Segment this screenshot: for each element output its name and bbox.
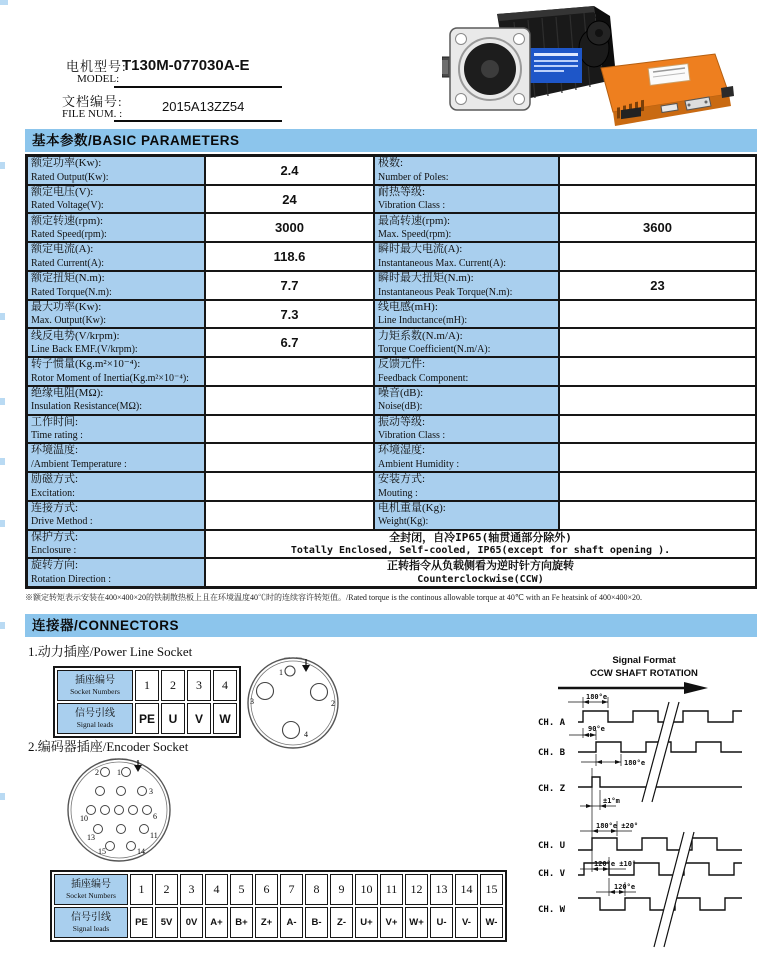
- signal-title-line1: Signal Format: [612, 655, 676, 666]
- scan-artifact: [0, 520, 5, 527]
- param-label: 额定功率(Kw): Rated Output(Kw):: [27, 156, 205, 185]
- socket-cell: B+: [230, 907, 253, 938]
- socket-cell: 1: [130, 874, 153, 905]
- waveform-ch-z: [578, 777, 742, 787]
- param-label: 耐热等级: Vibration Class :: [374, 185, 559, 214]
- power-pin-4: [283, 722, 300, 739]
- param-value: 3600: [559, 213, 756, 242]
- channel-z-label: CH. Z: [538, 784, 566, 794]
- driver-port: [721, 86, 734, 98]
- socket-cell: 8: [305, 874, 328, 905]
- waveform-ch-u: [578, 838, 742, 850]
- socket-cell: A-: [280, 907, 303, 938]
- socket-cell: V-: [455, 907, 478, 938]
- param-label: 瞬时最大电流(A): Instantaneous Max. Current(A):: [374, 242, 559, 271]
- param-value: [559, 415, 756, 444]
- file-num-label-cn: 文档编号:: [62, 94, 123, 109]
- param-label: 额定电流(A): Rated Current(A):: [27, 242, 205, 271]
- socket-cell: 12: [405, 874, 428, 905]
- rated-torque-footnote: ※额定转矩表示安装在400×400×20的铁制散热板上且在环境温度40℃时的连续容许转矩值。/Rated torque is the continous allowable torque at 40℃ with an Fe heatsink of 400×400×20.: [25, 593, 642, 602]
- socket-cell: 2: [161, 670, 185, 701]
- param-label: 额定转速(rpm): Rated Speed(rpm):: [27, 213, 205, 242]
- param-value: [559, 156, 756, 185]
- model-label-en: MODEL:: [77, 73, 120, 85]
- dim-b-180e: 180°e: [624, 759, 646, 767]
- param-label: 环境湿度: Ambient Humidity :: [374, 443, 559, 472]
- socket-cell: 2: [155, 874, 178, 905]
- param-value: [205, 472, 374, 501]
- channel-w-label: CH. W: [538, 905, 566, 915]
- param-value: [205, 501, 374, 530]
- param-label: 最大功率(Kw): Max. Output(Kw):: [27, 300, 205, 329]
- socket-table-header: 插座编号 Socket Numbers: [57, 670, 133, 701]
- encoder-pin: [101, 768, 110, 777]
- encoder-pin-13-label: 13: [87, 833, 95, 842]
- param-value: 118.6: [205, 242, 374, 271]
- power-pin-4-label: 4: [304, 730, 308, 739]
- socket-cell: 11: [380, 874, 403, 905]
- socket-cell: W-: [480, 907, 503, 938]
- param-value: [205, 443, 374, 472]
- file-num-underline: [114, 100, 282, 122]
- param-label: 连接方式: Drive Method :: [27, 501, 205, 530]
- param-value: [559, 501, 756, 530]
- param-label: 线电感(mH): Line Inductance(mH):: [374, 300, 559, 329]
- dim-a-180e: 180°e: [586, 693, 608, 701]
- param-label: 电机重量(Kg): Weight(Kg):: [374, 501, 559, 530]
- param-label: 绝缘电阻(MΩ): Insulation Resistance(MΩ):: [27, 386, 205, 415]
- power-pin-2: [311, 684, 328, 701]
- param-value: [559, 242, 756, 271]
- param-label: 额定扭矩(N.m): Rated Torque(N.m):: [27, 271, 205, 300]
- power-pin-3-label: 3: [250, 697, 254, 706]
- scan-artifact: [0, 162, 5, 169]
- param-label: 最高转速(rpm): Max. Speed(rpm):: [374, 213, 559, 242]
- param-label: 振动等级: Vibration Class :: [374, 415, 559, 444]
- param-label: 极数: Number of Poles:: [374, 156, 559, 185]
- scan-artifact: [0, 0, 8, 5]
- param-value: [205, 357, 374, 386]
- socket-cell: U+: [355, 907, 378, 938]
- socket-cell: 3: [180, 874, 203, 905]
- file-num-label-en: FILE NUM. :: [62, 108, 123, 120]
- dim-b-90e: 90°e: [588, 725, 605, 733]
- encoder-connector-diagram: [58, 754, 184, 867]
- section-connectors: 连接器/CONNECTORS: [25, 614, 757, 637]
- basic-parameters-table: [25, 154, 757, 589]
- encoder-pin-1-label: 1: [117, 768, 121, 777]
- signal-title-line2: CCW SHAFT ROTATION: [590, 668, 698, 679]
- socket-cell: V+: [380, 907, 403, 938]
- socket-table-header: 信号引线 Signal leads: [57, 703, 133, 734]
- power-socket-table: [53, 666, 241, 738]
- power-connector-diagram: [240, 653, 346, 752]
- encoder-pin-10-label: 10: [80, 814, 88, 823]
- socket-cell: 1: [135, 670, 159, 701]
- socket-cell: 4: [213, 670, 237, 701]
- socket-cell: 15: [480, 874, 503, 905]
- scan-artifact: [0, 313, 5, 320]
- encoder-pin-14-label: 14: [137, 847, 145, 856]
- socket-cell: U-: [430, 907, 453, 938]
- dim-u-180e: 180°e ±20°: [596, 822, 639, 830]
- signal-format-diagram: [536, 650, 757, 957]
- socket-table-header: 信号引线 Signal leads: [54, 907, 128, 938]
- param-value: [559, 328, 756, 357]
- dim-w-120e: 120°e: [614, 883, 636, 891]
- param-value: [559, 300, 756, 329]
- param-label: 工作时间: Time rating :: [27, 415, 205, 444]
- socket-cell: 10: [355, 874, 378, 905]
- socket-cell: 7: [280, 874, 303, 905]
- param-span-value: 正转指令从负载侧看为逆时针方向旋转 Counterclockwise(CCW): [205, 558, 756, 587]
- param-label: 噪音(dB): Noise(dB):: [374, 386, 559, 415]
- param-label: 励磁方式: Excitation:: [27, 472, 205, 501]
- scan-artifact: [0, 622, 5, 629]
- param-label: 线反电势(V/krpm): Line Back EMF.(V/krpm):: [27, 328, 205, 357]
- socket-cell: 0V: [180, 907, 203, 938]
- power-pin-3: [257, 683, 274, 700]
- channel-u-label: CH. U: [538, 841, 566, 851]
- param-value: [559, 443, 756, 472]
- socket-cell: 9: [330, 874, 353, 905]
- socket-cell: 6: [255, 874, 278, 905]
- power-pin-1: [285, 666, 295, 676]
- param-label: 瞬时最大扭矩(N.m): Instantaneous Peak Torque(N.m):: [374, 271, 559, 300]
- socket-cell: 5V: [155, 907, 178, 938]
- socket-cell: U: [161, 703, 185, 734]
- param-value: [559, 386, 756, 415]
- encoder-socket-table: [50, 870, 507, 942]
- socket-cell: 13: [430, 874, 453, 905]
- power-pin-2-label: 2: [331, 699, 335, 708]
- param-value: 6.7: [205, 328, 374, 357]
- socket-cell: 14: [455, 874, 478, 905]
- socket-cell: Z+: [255, 907, 278, 938]
- param-label: 力矩系数(N.m/A): Torque Coefficient(N.m/A):: [374, 328, 559, 357]
- param-label: 旋转方向: Rotation Direction :: [27, 558, 205, 587]
- param-value: 7.7: [205, 271, 374, 300]
- encoder-pin-3-label: 3: [149, 787, 153, 796]
- socket-cell: V: [187, 703, 211, 734]
- param-label: 额定电压(V): Rated Voltage(V):: [27, 185, 205, 214]
- encoder-pin-6-label: 6: [153, 812, 157, 821]
- param-label: 保护方式: Enclosure :: [27, 530, 205, 559]
- waveform-ch-a: [578, 711, 742, 722]
- channel-b-label: CH. B: [538, 748, 566, 758]
- param-span-value: 全封闭，自冷IP65(轴贯通部分除外) Totally Enclosed, Self-cooled, IP65(except for shaft opening ).: [205, 530, 756, 559]
- socket-cell: 4: [205, 874, 228, 905]
- channel-a-label: CH. A: [538, 718, 566, 728]
- socket-cell: Z-: [330, 907, 353, 938]
- socket-cell: 5: [230, 874, 253, 905]
- socket-cell: PE: [130, 907, 153, 938]
- param-value: 23: [559, 271, 756, 300]
- scan-artifact: [0, 398, 5, 405]
- socket-cell: PE: [135, 703, 159, 734]
- socket-cell: B-: [305, 907, 328, 938]
- param-value: [559, 472, 756, 501]
- param-value: 3000: [205, 213, 374, 242]
- scan-artifact: [0, 458, 5, 465]
- encoder-pin-11-label: 11: [150, 831, 158, 840]
- socket-cell: 3: [187, 670, 211, 701]
- power-socket-title: 1.动力插座/Power Line Socket: [28, 644, 193, 659]
- channel-v-label: CH. V: [538, 869, 566, 879]
- model-value: T130M-077030A-E: [122, 57, 250, 74]
- encoder-socket-title: 2.编码器插座/Encoder Socket: [28, 739, 189, 754]
- param-label: 反馈元件: Feedback Component:: [374, 357, 559, 386]
- param-value: [205, 415, 374, 444]
- waveform-ch-w: [578, 898, 742, 910]
- file-num-value: 2015A13ZZ54: [162, 99, 245, 114]
- param-value: 2.4: [205, 156, 374, 185]
- socket-table-header: 插座编号 Socket Numbers: [54, 874, 128, 905]
- param-value: [559, 357, 756, 386]
- scan-artifact: [0, 793, 5, 800]
- model-underline: [114, 66, 282, 88]
- model-label-cn: 电机型号:: [66, 59, 127, 74]
- socket-cell: A+: [205, 907, 228, 938]
- param-value: [205, 386, 374, 415]
- param-value: [559, 185, 756, 214]
- param-value: 7.3: [205, 300, 374, 329]
- power-pin-1-label: 1: [279, 668, 283, 677]
- encoder-pin-2-label: 2: [95, 768, 99, 777]
- dim-v-120e: 120°e ±10°: [594, 860, 637, 868]
- param-value: 24: [205, 185, 374, 214]
- encoder-pin-15-label: 15: [98, 847, 106, 856]
- param-label: 转子惯量(Kg.m²×10⁻⁴): Rotor Moment of Inertia(Kg.m²×10⁻⁴):: [27, 357, 205, 386]
- param-label: 安装方式: Mouting :: [374, 472, 559, 501]
- waveform-break-lower: [654, 832, 694, 947]
- dim-z-1m: ±1°m: [603, 797, 620, 805]
- socket-cell: W: [213, 703, 237, 734]
- socket-cell: W+: [405, 907, 428, 938]
- servo-driver-photo: [593, 48, 738, 130]
- section-basic-parameters: 基本参数/BASIC PARAMETERS: [25, 129, 757, 152]
- param-label: 环境温度: /Ambient Temperature :: [27, 443, 205, 472]
